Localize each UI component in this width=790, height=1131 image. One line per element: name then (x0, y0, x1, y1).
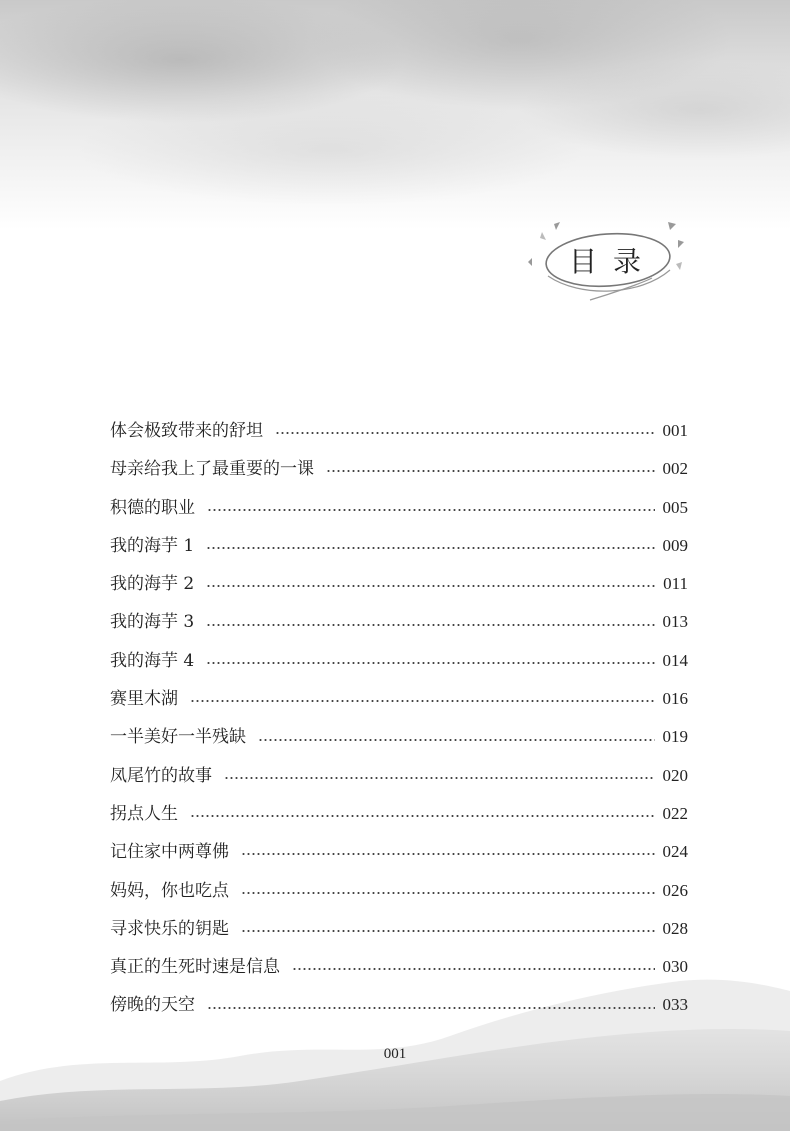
dot-leader (275, 432, 655, 434)
toc-entry-page: 033 (662, 995, 688, 1015)
toc-entry[interactable] (110, 872, 688, 910)
toc-entry-title: 积德的职业 (110, 497, 195, 518)
toc-entry-title: 我的海芋 4 (110, 650, 195, 671)
toc-entry-title: 一半美好一半残缺 (110, 727, 246, 748)
toc-entry[interactable] (110, 603, 688, 641)
toc-entry-title: 母亲给我上了最重要的一课 (110, 459, 314, 480)
toc-entry-page: 028 (662, 918, 688, 938)
toc-entry-page: 019 (662, 727, 688, 747)
toc-heading (520, 218, 690, 310)
toc-entry[interactable] (110, 680, 688, 718)
dot-leader (190, 815, 655, 817)
toc-entry[interactable] (110, 642, 688, 680)
toc-entry-title: 寻求快乐的钥匙 (110, 918, 229, 939)
toc-entry[interactable] (110, 948, 688, 986)
toc-entry-title: 妈妈，你也吃点 (110, 880, 229, 901)
toc-entry[interactable] (110, 527, 688, 565)
toc-entry[interactable] (110, 450, 688, 488)
toc-entry-title: 我的海芋 3 (110, 612, 195, 633)
dot-leader (258, 739, 655, 741)
dot-leader (190, 700, 655, 702)
toc-title: 目录 (568, 245, 657, 278)
toc-entry-page: 013 (662, 612, 688, 632)
toc-entry-page: 030 (662, 957, 688, 977)
toc-entry-page: 026 (662, 880, 688, 900)
cloud-background (0, 0, 790, 230)
toc-entry[interactable] (110, 718, 688, 756)
dot-leader (206, 547, 654, 549)
toc-entry-title: 赛里木湖 (110, 689, 178, 710)
toc-entry[interactable] (110, 565, 688, 603)
toc-entry-title: 记住家中两尊佛 (110, 842, 229, 863)
toc-entry-page: 016 (662, 689, 688, 709)
dot-leader (224, 777, 655, 779)
toc-entry[interactable] (110, 412, 688, 450)
dot-leader (241, 892, 655, 894)
dot-leader (206, 585, 655, 587)
toc-entry-title: 拐点人生 (110, 803, 178, 824)
dot-leader (206, 662, 654, 664)
toc-entry-title: 傍晚的天空 (110, 995, 195, 1016)
toc-entry-title: 真正的生死时速是信息 (110, 957, 280, 978)
dot-leader (206, 624, 654, 626)
table-of-contents (110, 412, 688, 1025)
toc-entry-page: 009 (662, 535, 688, 555)
toc-entry-page: 014 (662, 650, 688, 670)
dot-leader (292, 968, 655, 970)
toc-entry-title: 体会极致带来的舒坦 (110, 421, 263, 441)
toc-entry-title: 凤尾竹的故事 (110, 765, 212, 786)
toc-entry-page: 022 (662, 803, 688, 823)
toc-entry-page: 024 (662, 842, 688, 862)
toc-entry[interactable] (110, 757, 688, 795)
toc-entry-page: 011 (663, 574, 688, 594)
toc-entry-page: 002 (662, 459, 688, 479)
toc-entry-page: 001 (662, 421, 688, 440)
toc-entry-page: 020 (662, 765, 688, 785)
toc-entry-title: 我的海芋 2 (110, 574, 195, 595)
dot-leader (241, 853, 655, 855)
toc-entry[interactable] (110, 489, 688, 527)
dot-leader (326, 470, 655, 472)
page-number: 001 (383, 1046, 407, 1062)
dot-leader (241, 930, 655, 932)
dot-leader (207, 509, 655, 511)
toc-entry-page: 005 (662, 497, 688, 517)
toc-entry[interactable] (110, 833, 688, 871)
toc-entry[interactable] (110, 986, 688, 1024)
toc-entry-title: 我的海芋 1 (110, 535, 195, 556)
toc-entry[interactable] (110, 910, 688, 948)
dot-leader (207, 1007, 655, 1009)
toc-entry[interactable] (110, 795, 688, 833)
